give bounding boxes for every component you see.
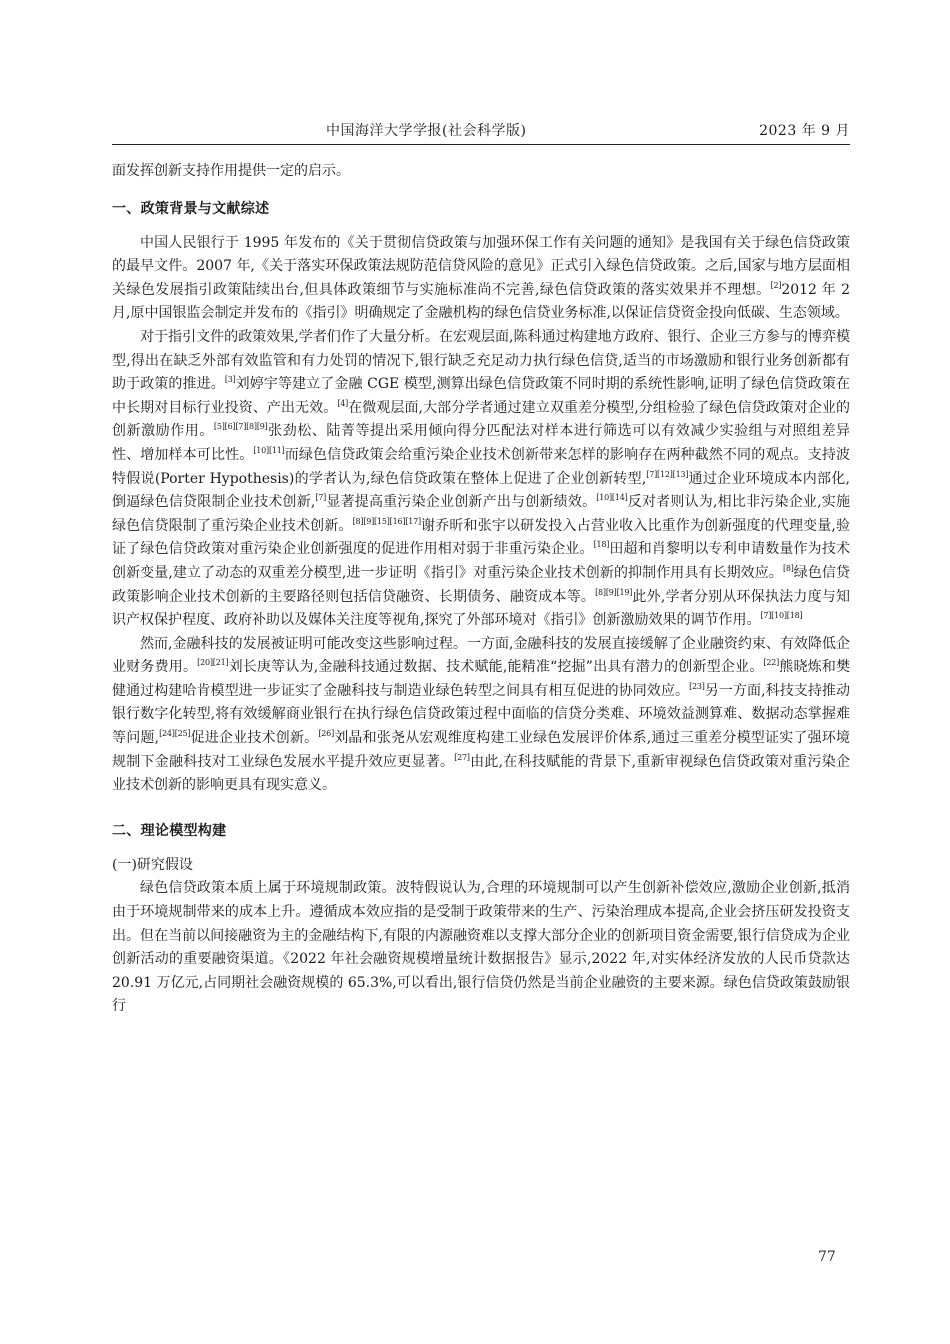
section-heading-2: 二、理论模型构建: [112, 822, 227, 839]
citation[interactable]: [2]: [770, 280, 782, 290]
page-number: 77: [818, 1249, 836, 1265]
issue-date: 2023 年 9 月: [759, 123, 850, 139]
citation[interactable]: [10][14]: [596, 493, 628, 503]
paragraph: 然而,金融科技的发展被证明可能改变这些影响过程。一方面,金融科技的发展直接缓解了企业融资约束、有效降低企业财务费用。[20][21]刘长庚等认为,金融科技通过数据、技术赋能,能精准“挖掘”出具有潜力的创新型企业。[22]熊晓炼和樊健通过构建哈肯模型进一步证实了金融科技与制造业绿色转型之间具有相互促进的协同效应。[23]另一方面,科技支持推动银行数字化转型,将有效缓解商业银行在执行绿色信贷政策过程中面临的信贷分类难、环境效益测算难、数据动态掌握难等问题,[24][25]促进企业技术创新。[26]刘晶和张尧从宏观维度构建工业绿色发展评价体系,通过三重差分模型证实了强环境规制下金融科技对工业绿色发展水平提升效应更显著。[27]由此,在科技赋能的背景下,重新审视绿色信贷政策对重污染企业技术创新的影响更具有现实意义。: [112, 635, 851, 794]
paragraph: 中国人民银行于 1995 年发布的《关于贯彻信贷政策与加强环保工作有关问题的通知》是我国有关于绿色信贷政策的最早文件。2007 年,《关于落实环保政策法规防范信贷风险的意见》正式引入绿色信贷政策。之后,国家与地方层面相关绿色发展指引政策陆续出台,但具体政策细节与实施标准尚不完善,绿色信贷政策的落实效果并不理想。[2]2012 年 2 月,原中国银监会制定并发布的《指引》明确规定了金融机构的绿色信贷业务标准,以保证信贷资金投向低碳、生态领域。: [112, 234, 851, 322]
citation[interactable]: [23]: [689, 681, 705, 691]
citation[interactable]: [10][11]: [253, 445, 285, 455]
running-header: [112, 120, 850, 142]
paragraph: 对于指引文件的政策效果,学者们作了大量分析。在宏观层面,陈科通过构建地方政府、银行、企业三方参与的博弈模型,得出在缺乏外部有效监管和有力处罚的情况下,银行缺乏充足动力执行绿色信贷,适当的市场激励和银行业务创新都有助于政策的推进。[3]刘婷宇等建立了金融 CGE 模型,测算出绿色信贷政策不同时期的系统性影响,证明了绿色信贷政策在中长期对目标行业投资、产出无效。[4]在微观层面,大部分学者通过建立双重差分模型,分组检验了绿色信贷政策对企业的创新激励作用。[5][6][7][8][9]张劲松、陆菁等提出采用倾向得分匹配法对样本进行筛选可以有效减少实验组与对照组差异性、增加样本可比性。[10][11]而绿色信贷政策会给重污染企业技术创新带来怎样的影响存在两种截然不同的观点。支持波特假说(Porter Hypothesis)的学者认为,绿色信贷政策在整体上促进了企业创新转型,[7][12][13]通过企业环境成本内部化,倒逼绿色信贷限制企业技术创新,[7]显著提高重污染企业创新产出与创新绩效。[10][14]反对者则认为,相比非污染企业,实施绿色信贷限制了重污染企业技术创新。[8][9][15][16][17]谢乔昕和张宇以研发投入占营业收入比重作为创新强度的代理变量,验证了绿色信贷政策对重污染企业创新强度的促进作用相对弱于非重污染企业。[18]田超和肖黎明以专利申请数量作为技术创新变量,建立了动态的双重差分模型,进一步证明《指引》对重污染企业技术创新的抑制作用具有长期效应。[8]绿色信贷政策影响企业技术创新的主要路径则包括信贷融资、长期债务、融资成本等。[8][9][19]此外,学者分别从环保执法力度与知识产权保护程度、政府补助以及媒体关注度等视角,探究了外部环境对《指引》创新激励效果的调节作用。[7][10][18]: [112, 328, 851, 629]
citation[interactable]: [24][25]: [159, 729, 191, 739]
citation[interactable]: [8][9][19]: [595, 587, 633, 597]
continuation-paragraph: 面发挥创新支持作用提供一定的启示。: [112, 163, 350, 179]
citation[interactable]: [3]: [224, 375, 236, 385]
article-body: [112, 160, 850, 1019]
citation[interactable]: [4]: [337, 398, 349, 408]
citation[interactable]: [5][6][7][8][9]: [213, 422, 268, 432]
citation[interactable]: [7]: [315, 493, 327, 503]
journal-title: 中国海洋大学学报(社会科学版): [326, 123, 527, 139]
citation[interactable]: [22]: [763, 658, 780, 668]
citation[interactable]: [8][9][15][16][17]: [352, 516, 421, 526]
citation[interactable]: [27]: [454, 752, 470, 762]
section-heading-1: 一、政策背景与文献综述: [112, 200, 270, 217]
header-rule: [112, 144, 850, 145]
citation[interactable]: [20][21]: [197, 658, 229, 668]
citation[interactable]: [26]: [318, 729, 334, 739]
paragraph: 绿色信贷政策本质上属于环境规制政策。波特假说认为,合理的环境规制可以产生创新补偿效应,激励企业创新,抵消由于环境规制带来的成本上升。遵循成本效应指的是受制于政策带来的生产、污染治理成本提高,企业会挤压研发投资支出。但在当前以间接融资为主的金融结构下,有限的内源融资难以支撑大部分企业的创新项目资金需要,银行信贷成为企业创新活动的重要融资渠道。《2022 年社会融资规模增量统计数据报告》显示,2022 年,对实体经济发放的人民币贷款达 20.91 万亿元,占同期社会融资规模的 65.3%,可以看出,银行信贷仍然是当前企业融资的主要来源。绿色信贷政策鼓励银行: [112, 880, 850, 1015]
subsection-heading: (一)研究假设: [112, 856, 193, 873]
citation[interactable]: [7][12][13]: [646, 469, 689, 479]
citation[interactable]: [18]: [593, 540, 610, 550]
citation[interactable]: [8]: [782, 563, 794, 573]
citation[interactable]: [7][10][18]: [760, 611, 803, 621]
